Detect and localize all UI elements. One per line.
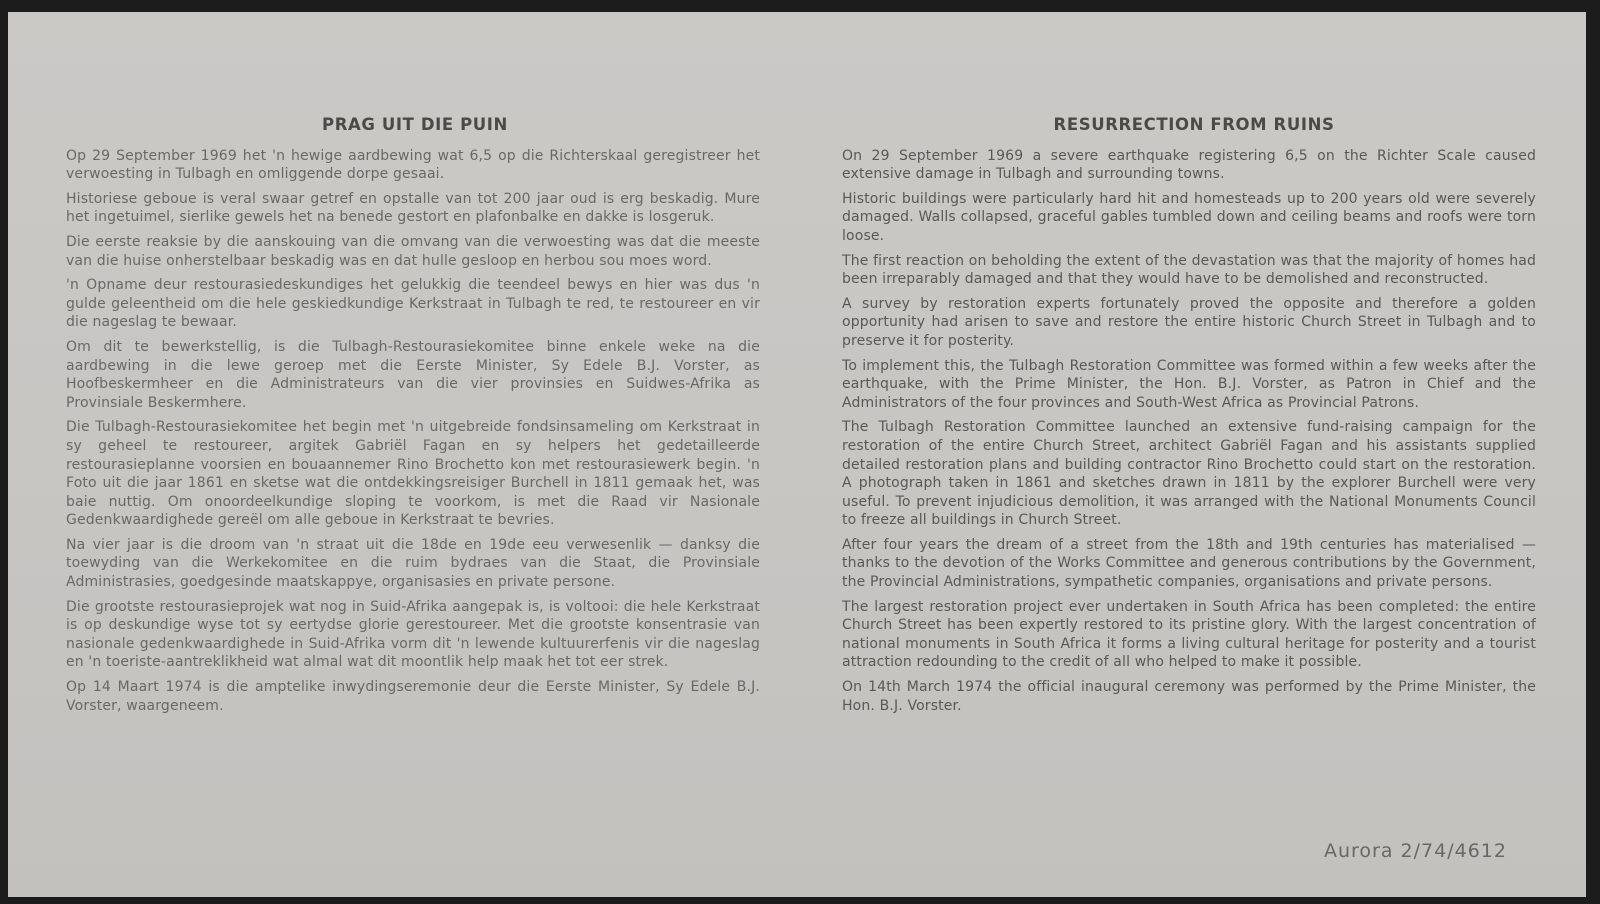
english-paragraph-6: The Tulbagh Restoration Committee launched an extensive fund-raising campaign for the restoration of the entire Church Street, architect Gabriël Fagan and his assistants supplied detailed restoration plans and building contractor Rino Brochetto could start on the restoration. A photograph taken in 1861 and sketches drawn in 1811 by the explorer Burchell were very useful. To prevent injudicious demolition, it was arranged with the National Monuments Council to freeze all buildings in Church Street. [842,419,1536,529]
english-paragraph-7: After four years the dream of a street from the 18th and 19th centuries has materialised — thanks to the devotion of the Works Committee and generous contributions by the Government, the Provincial Administrations, sympathetic companies, organisations and private persons. [842,536,1536,591]
english-paragraph-1: On 29 September 1969 a severe earthquake registering 6,5 on the Richter Scale caused extensive damage in Tulbagh and surrounding towns. [842,147,1536,183]
afrikaans-paragraph-3: Die eerste reaksie by die aanskouing van die omvang van die verwoesting was dat die meeste van die huise onherstelbaar beskadig was en dat hulle gesloop en herbou sou moes word. [66,233,760,269]
printer-code: Aurora 2/74/4612 [1324,840,1507,862]
english-paragraph-3: The first reaction on beholding the extent of the devastation was that the majority of homes had been irreparably damaged and that they would have to be demolished and reconstructed. [842,252,1536,288]
insert-card [8,12,1586,897]
english-paragraph-8: The largest restoration project ever undertaken in South Africa has been completed: the entire Church Street has been expertly restored to its pristine glory. With the largest concentration of national monuments in South Africa it forms a living cultural heritage for posterity and a tourist attraction redounding to the credit of all who helped to make it possible. [842,598,1536,671]
afrikaans-paragraph-5: Om dit te bewerkstellig, is die Tulbagh-Restourasiekomitee binne enkele weke na die aardbewing in die lewe geroep met die Eerste Minister, Sy Edele B.J. Vorster, as Hoofbeskermheer en die Administrateurs van die vier provinsies en Suidwes-Afrika as Provinsiale Beskermhere. [66,338,760,411]
afrikaans-paragraph-1: Op 29 September 1969 het 'n hewige aardbewing wat 6,5 op die Richterskaal geregistreer het verwoesting in Tulbagh en omliggende dorpe gesaai. [66,147,760,183]
english-paragraph-5: To implement this, the Tulbagh Restoration Committee was formed within a few weeks after the earthquake, with the Prime Minister, the Hon. B.J. Vorster, as Patron in Chief and the Administrators of the four provinces and South-West Africa as Provincial Patrons. [842,357,1536,411]
afrikaans-paragraph-6: Die Tulbagh-Restourasiekomitee het begin met 'n uitgebreide fondsinsameling om Kerkstraat in sy geheel te restoureer, argitek Gabriël Fagan en sy helpers het gedetailleerde restourasieplanne voorsien en bouaannemer Rino Brochetto kon met restourasiewerk begin. 'n Foto uit die jaar 1861 en sketse wat die ontdekkingsreisiger Burchell in 1811 gemaak het, was baie nuttig. Om onoordeelkundige sloping te voorkom, is met die Raad vir Nasionale Gedenkwaardighede gereël om alle geboue in Kerkstraat te bevries. [66,419,760,529]
english-heading: RESURRECTION FROM RUINS [1053,115,1335,134]
english-paragraph-9: On 14th March 1974 the official inaugural ceremony was performed by the Prime Minister, the Hon. B.J. Vorster. [842,679,1536,714]
afrikaans-column [66,116,760,721]
afrikaans-paragraph-9: Op 14 Maart 1974 is die amptelike inwydingseremonie deur die Eerste Minister, Sy Edele B.J. Vorster, waargeneem. [66,679,760,714]
afrikaans-paragraph-4: 'n Opname deur restourasiedeskundiges het gelukkig die teendeel bewys en hier was dus 'n gulde geleentheid om die hele geskiedkundige Kerkstraat in Tulbagh te red, te restoureer en vir die nageslag te bewaar. [66,277,760,331]
afrikaans-heading: PRAG UIT DIE PUIN [322,115,508,134]
afrikaans-paragraph-7: Na vier jaar is die droom van 'n straat uit die 18de en 19de eeu verwesenlik — danksy die toewyding van die Werkekomitee en die ruim bydraes van die Staat, die Provinsiale Administrasies, goedgesinde maatskappye, organisasies en private persone. [66,536,760,591]
english-paragraph-2: Historic buildings were particularly hard hit and homesteads up to 200 years old were severely damaged. Walls collapsed, graceful gables tumbled down and ceiling beams and roofs were torn loose. [842,190,1536,244]
afrikaans-paragraph-2: Historiese geboue is veral swaar getref en opstalle van tot 200 jaar oud is erg beskadig. Mure het ingetuimel, sierlike gewels het na benede gestort en plafonbalke en dakke is losgeruk. [66,190,760,226]
english-column [842,116,1536,721]
afrikaans-paragraph-8: Die grootste restourasieprojek wat nog in Suid-Afrika aangepak is, is voltooi: die hele Kerkstraat is op deskundige wyse tot sy eertydse glorie gerestoureer. Met die grootste konsentrasie van nasionale gedenkwaardighede in Suid-Afrika vorm dit 'n lewende kultuurerfenis vir die nageslag en 'n toeriste-aantreklikheid wat almal wat dit moontlik help maak het tot eer strek. [66,598,760,671]
english-paragraph-4: A survey by restoration experts fortunately proved the opposite and therefore a golden opportunity had arisen to save and restore the entire historic Church Street in Tulbagh and to preserve it for posterity. [842,295,1536,349]
